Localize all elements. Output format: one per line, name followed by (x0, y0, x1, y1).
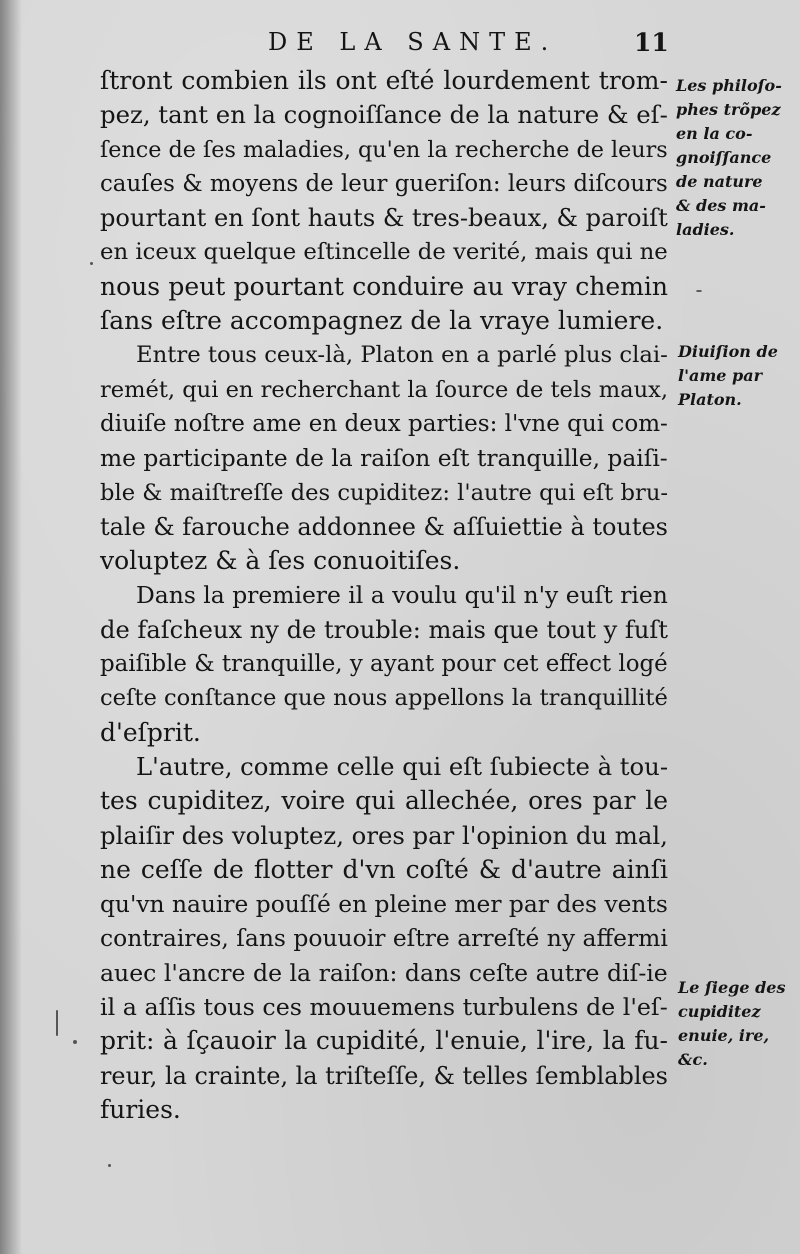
ink-speck (696, 290, 702, 292)
margin-note-line: & des ma- (676, 196, 766, 215)
text-line: ſence de ſes maladies, qu'en la recherche de leurs (100, 136, 668, 163)
text-line: ne ceſſe de flotter d'vn coſté & d'autre ainſi (100, 854, 668, 884)
margin-note-seat-of-desires (678, 976, 785, 1072)
margin-note-line: enuie, ire, (678, 1026, 770, 1045)
main-text-block (100, 64, 668, 1127)
text-line: ſans eſtre accompagnez de la vraye lumiere. (100, 306, 664, 336)
text-line: ceſte conſtance que nous appellons la tranquillité (100, 685, 668, 712)
margin-note-division-of-soul (678, 340, 778, 412)
text-line: qu'vn nauire pouſſé en pleine mer par des vents (100, 890, 668, 919)
running-head: DE LA SANTE. (268, 28, 558, 56)
text-line: tes cupiditez, voire qui allechée, ores par le (100, 786, 669, 816)
text-line: Entre tous ceux-là, Platon en a parlé plus clai- (136, 342, 668, 369)
text-line: reur, la crainte, la triſteſſe, & telles ſemblables (100, 1061, 668, 1090)
margin-note-line: cupiditez (678, 1002, 761, 1021)
text-line: ſtront combien ils ont eſté lourdement trom- (100, 66, 668, 95)
text-line: pourtant en ſont hauts & tres-beaux, & paroiſt (100, 204, 668, 233)
text-line: voluptez & à ſes conuoitiſes. (100, 546, 461, 576)
margin-note-line: l'ame par (678, 366, 763, 385)
text-line: paiſible & tranquille, y ayant pour cet effect logé (100, 651, 668, 678)
text-line: Dans la premiere il a voulu qu'il n'y euſt rien (136, 581, 668, 610)
text-line: furies. (100, 1094, 181, 1124)
text-line: de faſcheux ny de trouble: mais que tout y fuſt (100, 615, 668, 644)
text-line: me participante de la raiſon eſt tranquille, paiſi- (100, 444, 668, 473)
page-edge-shadow (0, 0, 22, 1254)
text-line: prit: à ſçauoir la cupidité, l'enuie, l'ire, la fu- (100, 1026, 669, 1056)
margin-note-line: gnoiſſance (676, 148, 772, 167)
margin-note-line: Platon. (678, 390, 742, 409)
text-line: diuiſe noſtre ame en deux parties: l'vne qui com- (100, 410, 668, 437)
margin-note-philosophers (676, 74, 782, 242)
text-line: d'eſprit. (100, 717, 201, 747)
text-line: il a aſſis tous ces mouuemens turbulens de l'eſ- (100, 993, 668, 1022)
text-line: tale & farouche addonnee & aſſuiettie à toutes (100, 512, 668, 541)
margin-note-line: de nature (676, 172, 763, 191)
margin-note-line: ladies. (676, 220, 735, 239)
margin-note-line: Le ſiege des (678, 978, 786, 997)
text-line: plaiſir des voluptez, ores par l'opinion du mal, (100, 820, 668, 850)
margin-note-line: phes trõpez (676, 100, 781, 119)
text-line: cauſes & moyens de leur gueriſon: leurs diſcours (100, 170, 668, 197)
margin-note-line: &c. (678, 1050, 708, 1069)
text-line: L'autre, comme celle qui eſt ſubiecte à tou- (136, 751, 669, 781)
text-line: remét, qui en recherchant la ſource de tels maux, (100, 376, 669, 403)
ink-speck (108, 1164, 111, 1167)
margin-note-line: Diuiſion de (678, 342, 778, 361)
text-line: en iceux quelque eſtincelle de verité, mais qui ne (100, 239, 668, 266)
text-line: contraires, ſans pouuoir eſtre arreſté ny affermi (100, 924, 668, 953)
page-number: 11 (634, 28, 669, 57)
text-line: pez, tant en la cognoiſſance de la nature & eſ- (100, 100, 668, 130)
margin-note-line: Les philoſo- (676, 76, 782, 95)
ink-speck (73, 1040, 77, 1044)
text-line: auec l'ancre de la raiſon: dans ceſte autre diſ-ie (100, 958, 668, 987)
margin-note-line: en la co- (676, 124, 753, 143)
ink-speck (90, 262, 93, 265)
ink-mark (56, 1010, 58, 1036)
text-line: ble & maiſtreſſe des cupiditez: l'autre qui eſt bru- (100, 479, 669, 506)
text-line: nous peut pourtant conduire au vray chemin (100, 271, 669, 301)
